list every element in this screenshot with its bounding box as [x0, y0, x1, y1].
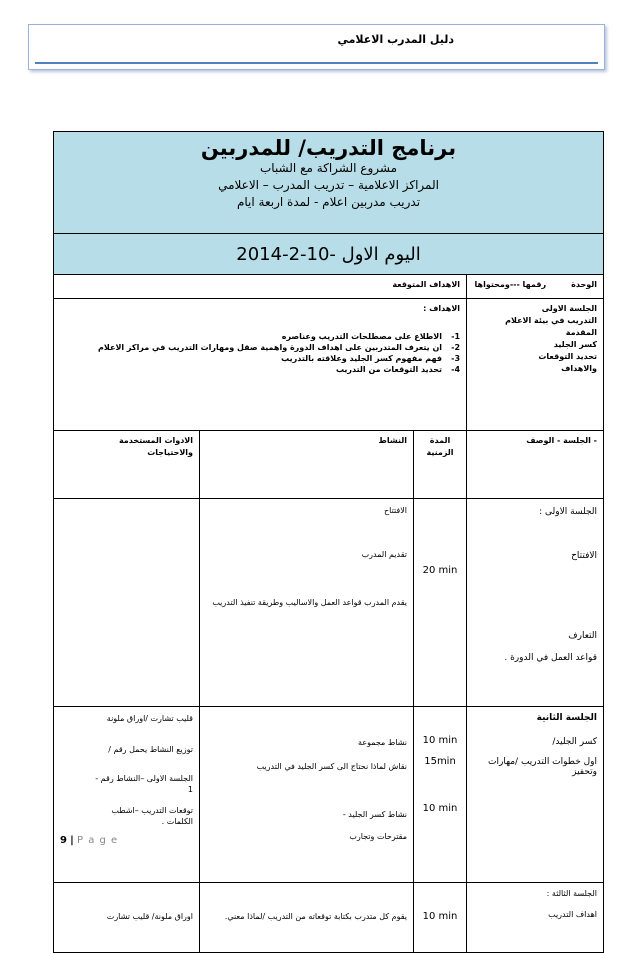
program-table	[53, 131, 604, 953]
page-number: 9	[60, 835, 67, 846]
header-activity: النشاط	[378, 436, 408, 445]
row3-session-item: اهداف التدريب	[548, 910, 598, 919]
unit-session-line: تحديد التوقعات	[538, 352, 598, 361]
row1-activity-cell	[200, 499, 414, 707]
row2-tool: 1	[187, 785, 194, 794]
row2-duration: 10 min	[422, 803, 458, 814]
row2-activity: نشاط كسر الجليد -	[342, 810, 408, 819]
header-tools-cell	[54, 431, 200, 499]
header-session-cell	[467, 431, 604, 499]
program-line1: مشروع الشراكة مع الشباب	[259, 161, 398, 175]
unit-session-line: كسر الجليد	[553, 340, 598, 349]
row2-activity: نقاش لماذا نحتاج الى كسر الجليد في التدريب	[256, 762, 408, 771]
header-activity-cell	[200, 431, 414, 499]
row2-tool: توقعات التدريب –اشطب	[111, 806, 194, 815]
row1-duration-cell	[414, 499, 467, 707]
row1-session-item: قواعد العمل في الدورة .	[504, 653, 598, 663]
row2-tool: قليب تشارت /اوراق ملونة	[106, 714, 194, 723]
program-line2: المراكز الاعلامية – تدريب المدرب – الاعلامي	[218, 178, 439, 192]
unit-header-objectives-cell	[54, 275, 467, 299]
objectives-list	[60, 331, 460, 375]
row1-activity: الافتتاح	[383, 506, 408, 515]
header-session: - الجلسة - الوصف	[526, 436, 598, 445]
row1-tools-cell	[54, 499, 200, 707]
row2-tool: الجلسة الاولى –النشاط رقم -	[95, 774, 194, 783]
row2-tool: الكلمات .	[161, 817, 194, 826]
row2-duration: 15min	[424, 756, 456, 767]
row2-activity: نشاط مجموعة	[358, 738, 408, 747]
unit-header-unit: الوحدة	[571, 280, 598, 289]
objective-item: 1-الاطلاع على مصطلحات التدريب وعناصره	[281, 332, 461, 341]
row3-tools-cell	[54, 883, 200, 953]
page-label: P a g e	[77, 835, 119, 846]
header-bar	[28, 24, 605, 70]
row2-duration-cell	[414, 707, 467, 883]
row1-session-item: الافتتاح	[571, 551, 598, 561]
row3-activity: يقوم كل متدرب بكتابة توقعاته من التدريب /لماذا معني.	[224, 912, 408, 921]
objective-item: 2-ان يتعرف المتدربين على اهداف الدورة واهمية صقل ومهارات التدريب في مراكز الاعلام	[98, 343, 461, 352]
row2-activity-cell	[200, 707, 414, 883]
unit-header-unit-cell	[467, 275, 604, 299]
row1-session-cell	[467, 499, 604, 707]
unit-session-line: والاهداف	[561, 364, 598, 373]
row1-activity: يقدم المدرب قواعد العمل والاساليب وطريقة تنفيذ التدريب	[212, 598, 408, 607]
row2-tool: توزيع النشاط يحمل رقم /	[108, 745, 194, 754]
unit-header-number-content: رقمها ---ومحتواها	[474, 280, 547, 289]
unit-session-cell	[467, 299, 604, 431]
objective-item: 4-تحديد التوقعات من التدريب	[335, 365, 461, 374]
row3-duration-cell	[414, 883, 467, 953]
row2-session-cell	[467, 707, 604, 883]
page-footer	[60, 835, 118, 846]
unit-session-line: الجلسة الاولى	[541, 304, 598, 313]
row1-session-title: الجلسة الاولى :	[539, 507, 598, 517]
unit-objectives-cell	[54, 299, 467, 431]
unit-header-objectives: الاهداف المتوقعة	[392, 280, 461, 289]
row2-tools-cell	[54, 707, 200, 883]
header-duration-cell	[414, 431, 467, 499]
day-cell	[54, 234, 604, 275]
row2-session-item: كسر الجليد/	[552, 737, 598, 747]
objective-item: 3-فهم مفهوم كسر الجليد وعلاقته بالتدريب	[281, 354, 461, 363]
row2-duration: 10 min	[422, 735, 458, 746]
row2-session-title: الجلسة الثانية	[536, 713, 598, 723]
header-tools-2: والاحتياجات	[147, 448, 194, 457]
row2-session-item: اول خطوات التدريب /مهارات وتحفيز	[488, 757, 598, 777]
row3-activity-cell	[200, 883, 414, 953]
program-title: برنامج التدريب/ للمدربين	[200, 136, 457, 160]
row2-activity: مقترحات وتجارب	[349, 832, 408, 841]
row3-duration: 10 min	[422, 911, 458, 922]
program-title-cell	[54, 132, 604, 234]
row3-session-cell	[467, 883, 604, 953]
unit-session-line: التدريب في بيئة الاعلام	[505, 316, 598, 325]
row1-activity: تقديم المدرب	[361, 550, 408, 559]
row3-tool: اوراق ملونة/ قليب تشارت	[106, 912, 194, 921]
header-tools-1: الادوات المستخدمة	[118, 436, 194, 445]
header-duration-2: الزمنية	[426, 448, 454, 457]
objectives-title: الاهداف :	[423, 304, 461, 313]
row1-duration: 20 min	[422, 565, 458, 576]
page-separator: |	[70, 835, 74, 846]
row3-session-title: الجلسة الثالثة :	[546, 889, 598, 898]
header-duration-1: المدة	[429, 436, 451, 445]
day-label: اليوم الاول -10-2-2014	[236, 243, 421, 265]
row1-session-item: التعارف	[568, 631, 598, 641]
unit-session-line: المقدمة	[565, 328, 598, 337]
header-title: دليل المدرب الاعلامي	[337, 33, 454, 46]
program-line3: تدريب مدربين اعلام - لمدة اربعة ايام	[236, 195, 421, 209]
